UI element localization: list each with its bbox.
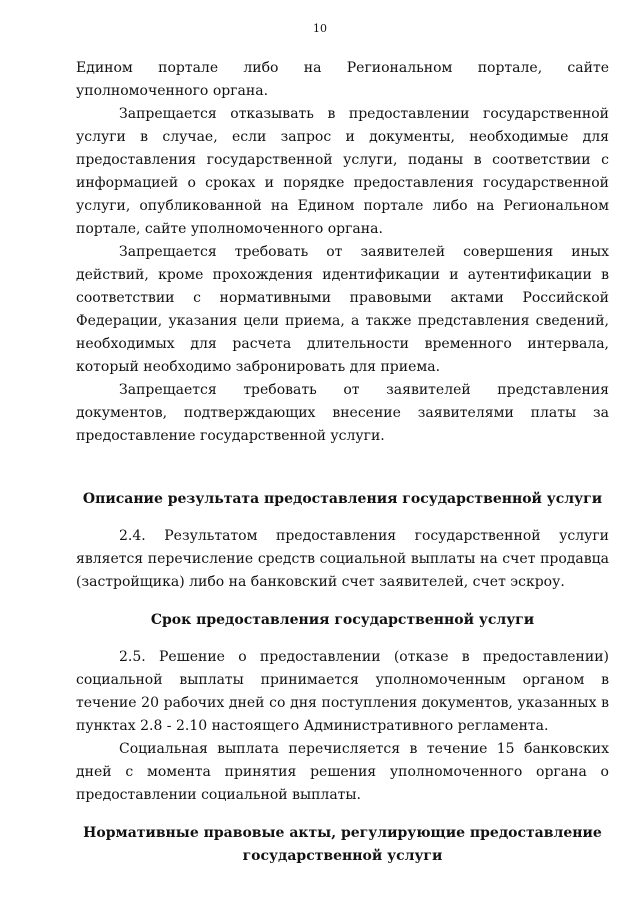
section-heading-acts-line2: государственной услуги xyxy=(242,848,443,864)
section-heading-acts-line1: Нормативные правовые акты, регулирующие предоставление xyxy=(83,825,602,841)
section-heading-result: Описание результата предоставления государственной услуги xyxy=(82,491,603,507)
section-heading-term: Срок предоставления государственной услуги xyxy=(150,612,535,628)
paragraph: Запрещается отказывать в предоставлении государственной услуги в случае, если запрос и документы, необходимые для предоставления государственной услуги, поданы в соответствии с информацией о сроках и порядке предоставления государственной услуги, опубликованной на Едином портале либо на Региональном портале, сайте уполномоченного органа. xyxy=(76,106,609,237)
paragraph: 2.4. Результатом предоставления государственной услуги является перечисление средств социальной выплаты на счет продавца (застройщика) либо на банковский счет заявителей, счет эскроу. xyxy=(76,528,609,590)
paragraph: Запрещается требовать от заявителей представления документов, подтверждающих внесение заявителями платы за предоставление государственной услуги. xyxy=(76,382,609,444)
paragraph: Запрещается требовать от заявителей совершения иных действий, кроме прохождения идентификации и аутентификации в соответствии с нормативными правовыми актами Российской Федерации, указания цели приема, а также представления сведений, необходимых для расчета длительности временного интервала, который необходимо забронировать для приема. xyxy=(76,244,609,375)
page-number: 10 xyxy=(313,22,327,35)
page-content xyxy=(76,57,609,868)
section-heading-acts xyxy=(76,822,609,868)
paragraph: Социальная выплата перечисляется в течение 15 банковских дней с момента принятия решения уполномоченного органа о предоставлении социальной выплаты. xyxy=(76,741,609,803)
paragraph: 2.5. Решение о предоставлении (отказе в предоставлении) социальной выплаты принимается уполномоченным органом в течение 20 рабочих дней со дня поступления документов, указанных в пунктах 2.8 - 2.10 настоящего Административного регламента. xyxy=(76,649,609,734)
paragraph: Едином портале либо на Региональном портале, сайте уполномоченного органа. xyxy=(76,60,609,99)
